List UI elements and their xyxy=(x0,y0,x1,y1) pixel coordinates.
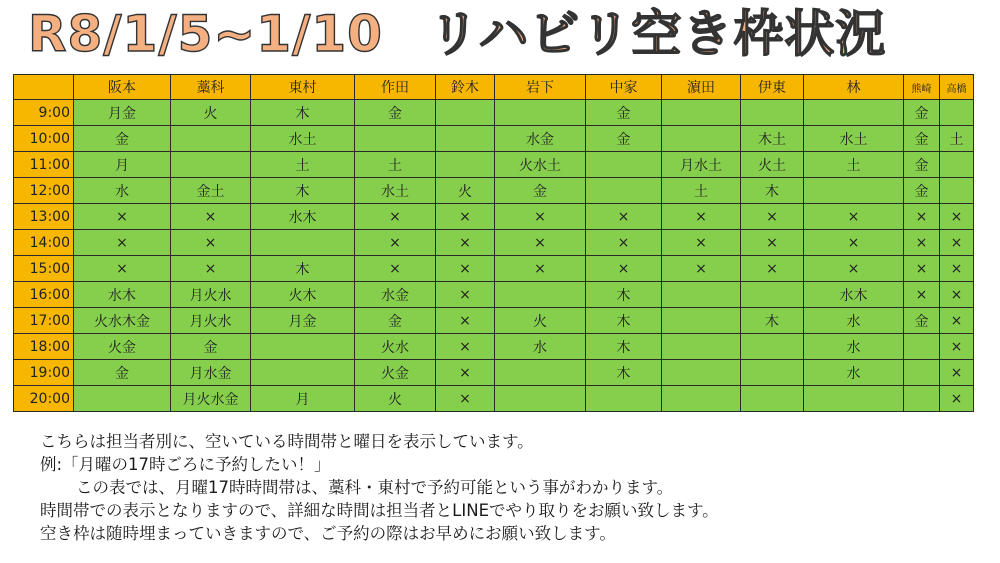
availability-cell: × xyxy=(940,360,974,386)
time-slot-label: 9:00 xyxy=(14,100,74,126)
availability-cell xyxy=(741,282,804,308)
availability-cell: 火土 xyxy=(741,152,804,178)
availability-cell: 金 xyxy=(904,152,940,178)
availability-cell: × xyxy=(436,308,495,334)
availability-cell: 木 xyxy=(586,360,662,386)
availability-cell: 火 xyxy=(171,100,251,126)
title-date-range: R8/1/5~1/10 xyxy=(28,5,383,63)
availability-cell: × xyxy=(355,204,436,230)
staff-header: 阪本 xyxy=(74,75,171,100)
availability-cell: × xyxy=(355,230,436,256)
availability-cell xyxy=(904,360,940,386)
availability-cell: × xyxy=(436,386,495,412)
availability-cell: 金 xyxy=(904,100,940,126)
availability-cell: 土 xyxy=(251,152,355,178)
availability-cell: × xyxy=(436,256,495,282)
availability-cell: 木 xyxy=(251,178,355,204)
table-body xyxy=(14,100,974,412)
availability-cell: 火木 xyxy=(251,282,355,308)
availability-cell xyxy=(940,100,974,126)
availability-cell: 土 xyxy=(940,126,974,152)
note-line: この表では、月曜17時時間帯は、藁科・東村で予約可能という事がわかります。 xyxy=(76,478,674,497)
availability-cell: × xyxy=(436,204,495,230)
availability-cell: 金 xyxy=(904,126,940,152)
availability-cell: × xyxy=(436,230,495,256)
availability-cell: 火金 xyxy=(74,334,171,360)
table-row xyxy=(14,334,974,360)
availability-cell xyxy=(804,178,904,204)
availability-cell: 水土 xyxy=(251,126,355,152)
availability-cell: 火水木金 xyxy=(74,308,171,334)
availability-cell: × xyxy=(804,256,904,282)
availability-cell: × xyxy=(940,256,974,282)
availability-cell xyxy=(804,386,904,412)
availability-cell: 土 xyxy=(662,178,741,204)
availability-cell xyxy=(662,282,741,308)
availability-cell: 水 xyxy=(495,334,586,360)
availability-cell: 木 xyxy=(586,308,662,334)
availability-cell: 金 xyxy=(586,126,662,152)
staff-header: 林 xyxy=(804,75,904,100)
note-line: 例:「月曜の17時ごろに予約したい！」 xyxy=(40,455,331,474)
availability-cell: 火 xyxy=(355,386,436,412)
availability-cell: 月水土 xyxy=(662,152,741,178)
availability-cell: × xyxy=(171,230,251,256)
availability-cell: × xyxy=(741,230,804,256)
availability-cell: × xyxy=(940,282,974,308)
time-slot-label: 19:00 xyxy=(14,360,74,386)
table-row xyxy=(14,282,974,308)
time-slot-label: 20:00 xyxy=(14,386,74,412)
availability-cell xyxy=(251,230,355,256)
availability-cell: 金 xyxy=(904,308,940,334)
availability-cell xyxy=(741,334,804,360)
table-row xyxy=(14,308,974,334)
availability-cell xyxy=(662,360,741,386)
availability-cell xyxy=(662,386,741,412)
availability-cell: 金 xyxy=(171,334,251,360)
availability-cell: × xyxy=(741,204,804,230)
availability-cell: × xyxy=(940,204,974,230)
availability-cell xyxy=(586,152,662,178)
availability-cell xyxy=(171,152,251,178)
availability-cell: 月 xyxy=(251,386,355,412)
availability-cell: × xyxy=(586,230,662,256)
table-row xyxy=(14,386,974,412)
availability-cell xyxy=(662,334,741,360)
availability-cell: × xyxy=(904,256,940,282)
availability-cell: × xyxy=(74,256,171,282)
availability-cell xyxy=(251,334,355,360)
table-row xyxy=(14,152,974,178)
availability-cell xyxy=(662,308,741,334)
availability-cell: 水 xyxy=(804,360,904,386)
availability-cell xyxy=(171,126,251,152)
availability-cell: 月火水 xyxy=(171,308,251,334)
availability-cell xyxy=(586,178,662,204)
time-slot-label: 18:00 xyxy=(14,334,74,360)
availability-cell xyxy=(662,100,741,126)
availability-cell xyxy=(586,386,662,412)
availability-cell: 水金 xyxy=(495,126,586,152)
availability-cell: × xyxy=(495,230,586,256)
availability-cell: 火 xyxy=(495,308,586,334)
availability-cell xyxy=(355,126,436,152)
availability-table xyxy=(13,74,974,412)
availability-cell: × xyxy=(355,256,436,282)
time-slot-label: 13:00 xyxy=(14,204,74,230)
availability-cell: × xyxy=(495,256,586,282)
availability-cell: 木 xyxy=(741,178,804,204)
availability-cell: 木 xyxy=(251,256,355,282)
availability-cell xyxy=(662,126,741,152)
table-row xyxy=(14,178,974,204)
availability-cell: 水 xyxy=(804,334,904,360)
table-row xyxy=(14,204,974,230)
availability-cell xyxy=(495,360,586,386)
availability-cell xyxy=(741,386,804,412)
availability-cell: 火金 xyxy=(355,360,436,386)
availability-cell xyxy=(904,334,940,360)
table-corner xyxy=(14,75,74,100)
time-slot-label: 12:00 xyxy=(14,178,74,204)
availability-cell: 月火水金 xyxy=(171,386,251,412)
availability-cell: 月金 xyxy=(74,100,171,126)
availability-cell xyxy=(804,100,904,126)
availability-cell: 月水金 xyxy=(171,360,251,386)
availability-cell: 木 xyxy=(586,282,662,308)
availability-cell xyxy=(904,386,940,412)
availability-cell: × xyxy=(940,386,974,412)
availability-cell xyxy=(495,282,586,308)
availability-cell: × xyxy=(904,282,940,308)
availability-cell: 月金 xyxy=(251,308,355,334)
note-line: 空き枠は随時埋まっていきますので、ご予約の際はお早めにお願い致します。 xyxy=(40,524,616,543)
availability-cell xyxy=(741,100,804,126)
availability-cell: × xyxy=(904,204,940,230)
availability-cell: 金 xyxy=(74,360,171,386)
availability-cell: × xyxy=(171,256,251,282)
availability-cell: × xyxy=(940,230,974,256)
availability-cell: × xyxy=(171,204,251,230)
availability-cell xyxy=(495,386,586,412)
availability-cell: × xyxy=(804,230,904,256)
availability-cell: 土 xyxy=(355,152,436,178)
availability-cell: 水金 xyxy=(355,282,436,308)
availability-cell: 月 xyxy=(74,152,171,178)
page-title xyxy=(28,2,886,66)
table-row xyxy=(14,100,974,126)
availability-cell: × xyxy=(804,204,904,230)
availability-cell: 火 xyxy=(436,178,495,204)
availability-cell: × xyxy=(940,334,974,360)
time-slot-label: 10:00 xyxy=(14,126,74,152)
availability-cell: 水木 xyxy=(74,282,171,308)
time-slot-label: 16:00 xyxy=(14,282,74,308)
availability-cell: 水土 xyxy=(804,126,904,152)
availability-cell: 水 xyxy=(804,308,904,334)
availability-cell xyxy=(74,386,171,412)
availability-cell: 金 xyxy=(495,178,586,204)
availability-cell: × xyxy=(436,282,495,308)
availability-cell: 木 xyxy=(251,100,355,126)
availability-cell: × xyxy=(495,204,586,230)
staff-header: 熊崎 xyxy=(904,75,940,100)
availability-cell xyxy=(495,100,586,126)
availability-cell: × xyxy=(662,204,741,230)
availability-cell: 金 xyxy=(355,100,436,126)
availability-cell: 水木 xyxy=(251,204,355,230)
availability-cell: 金 xyxy=(74,126,171,152)
table-row xyxy=(14,256,974,282)
availability-cell: × xyxy=(436,334,495,360)
availability-cell: 水土 xyxy=(355,178,436,204)
availability-cell: 火水 xyxy=(355,334,436,360)
availability-cell: 金 xyxy=(904,178,940,204)
availability-cell: 金 xyxy=(355,308,436,334)
availability-cell: 水木 xyxy=(804,282,904,308)
availability-cell xyxy=(436,152,495,178)
availability-cell: 月火水 xyxy=(171,282,251,308)
availability-cell: 木 xyxy=(741,308,804,334)
table-row xyxy=(14,230,974,256)
staff-header: 濵田 xyxy=(662,75,741,100)
table-row xyxy=(14,126,974,152)
availability-cell: 木 xyxy=(586,334,662,360)
time-slot-label: 17:00 xyxy=(14,308,74,334)
staff-header: 藁科 xyxy=(171,75,251,100)
time-slot-label: 15:00 xyxy=(14,256,74,282)
availability-cell: × xyxy=(662,256,741,282)
staff-header-row xyxy=(14,75,974,100)
availability-cell xyxy=(436,126,495,152)
availability-cell: × xyxy=(586,204,662,230)
availability-cell xyxy=(741,360,804,386)
availability-cell xyxy=(436,100,495,126)
availability-cell: × xyxy=(940,308,974,334)
availability-cell: 土 xyxy=(804,152,904,178)
time-slot-label: 14:00 xyxy=(14,230,74,256)
availability-cell: 金 xyxy=(586,100,662,126)
staff-header: 伊東 xyxy=(741,75,804,100)
staff-header: 高橋 xyxy=(940,75,974,100)
staff-header: 鈴木 xyxy=(436,75,495,100)
availability-cell: × xyxy=(74,230,171,256)
availability-cell: 水 xyxy=(74,178,171,204)
availability-cell: 金土 xyxy=(171,178,251,204)
availability-cell xyxy=(940,152,974,178)
availability-cell xyxy=(940,178,974,204)
availability-cell: 火水土 xyxy=(495,152,586,178)
availability-cell: × xyxy=(662,230,741,256)
availability-cell xyxy=(251,360,355,386)
time-slot-label: 11:00 xyxy=(14,152,74,178)
availability-cell: × xyxy=(741,256,804,282)
table-row xyxy=(14,360,974,386)
title-subject: リハビリ空き枠状況 xyxy=(428,5,887,63)
staff-header: 中家 xyxy=(586,75,662,100)
availability-cell: × xyxy=(436,360,495,386)
note-line: こちらは担当者別に、空いている時間帯と曜日を表示しています。 xyxy=(40,432,534,451)
availability-cell: × xyxy=(74,204,171,230)
availability-cell: × xyxy=(904,230,940,256)
staff-header: 東村 xyxy=(251,75,355,100)
staff-header: 岩下 xyxy=(495,75,586,100)
notes xyxy=(40,430,980,545)
note-line: 時間帯での表示となりますので、詳細な時間は担当者とLINEでやり取りをお願い致します。 xyxy=(40,501,719,520)
staff-header: 作田 xyxy=(355,75,436,100)
availability-cell: × xyxy=(586,256,662,282)
availability-cell: 木土 xyxy=(741,126,804,152)
